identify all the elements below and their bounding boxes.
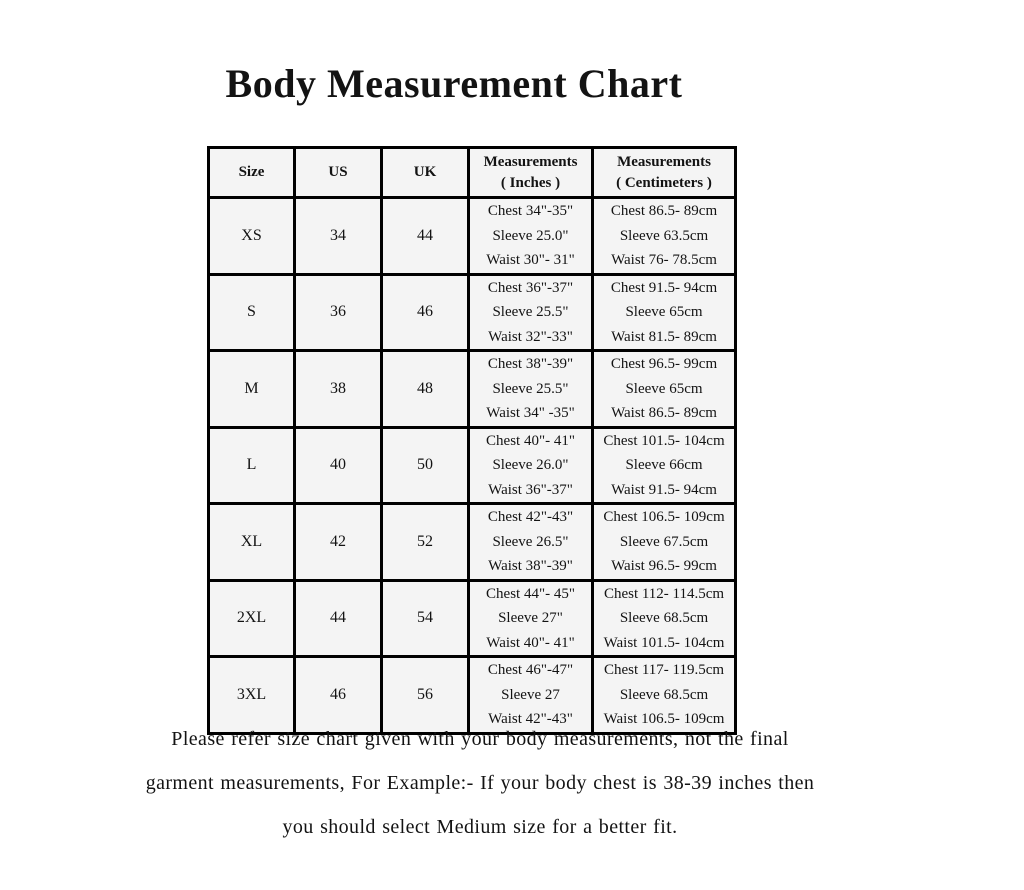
sleeve-cm: Sleeve 65cm [625, 380, 703, 397]
header-size: Size [209, 148, 295, 198]
inches-cell [469, 427, 593, 504]
table-row-2xl [209, 580, 736, 657]
sleeve-cm: Sleeve 67.5cm [619, 533, 709, 550]
cm-cell [593, 504, 736, 581]
uk-cell: 54 [382, 580, 469, 657]
sleeve-cm: Sleeve 63.5cm [619, 227, 709, 244]
inches-cell [469, 351, 593, 428]
size-chart-table [207, 146, 737, 735]
note-line-2: garment measurements, For Example:- If your body chest is 38-39 inches then [145, 772, 815, 794]
waist-inches: Waist 34" -35" [486, 405, 575, 421]
cm-cell [593, 351, 736, 428]
chest-cm: Chest 86.5- 89cm [610, 203, 718, 219]
chest-cm: Chest 117- 119.5cm [603, 662, 725, 678]
header-measurements-cm [593, 148, 736, 198]
sleeve-inches: Sleeve 25.5" [492, 380, 569, 397]
us-cell: 40 [295, 427, 382, 504]
uk-cell: 46 [382, 274, 469, 351]
header-row [209, 148, 736, 198]
uk-cell: 56 [382, 657, 469, 734]
chest-inches: Chest 44"- 45" [486, 585, 575, 602]
size-cell: XL [209, 504, 295, 581]
waist-cm: Waist 76- 78.5cm [611, 252, 717, 268]
table-row-s [209, 274, 736, 351]
waist-cm: Waist 96.5- 99cm [611, 558, 717, 574]
chest-cm: Chest 96.5- 99cm [610, 356, 718, 372]
chest-inches: Chest 34"-35" [487, 203, 574, 219]
sleeve-inches: Sleeve 27 [501, 686, 560, 703]
header-us: US [295, 148, 382, 198]
size-cell: 2XL [209, 580, 295, 657]
cm-cell [593, 198, 736, 275]
header-inches-line2: ( Inches ) [500, 174, 561, 191]
chest-cm: Chest 106.5- 109cm [603, 509, 725, 525]
waist-inches: Waist 42"-43" [488, 711, 573, 727]
size-guidance-note [0, 717, 980, 849]
waist-inches: Waist 32"-33" [488, 328, 573, 345]
table-row-m [209, 351, 736, 428]
header-inches-line1: Measurements [483, 153, 578, 170]
sleeve-cm: Sleeve 66cm [625, 457, 703, 473]
table-row-l [209, 427, 736, 504]
cm-cell [593, 427, 736, 504]
chest-cm: Chest 101.5- 104cm [603, 432, 725, 449]
us-cell: 34 [295, 198, 382, 275]
chest-inches: Chest 46"-47" [487, 662, 574, 678]
size-chart-table-container [207, 146, 735, 727]
sleeve-inches: Sleeve 27" [498, 610, 563, 626]
waist-inches: Waist 40"- 41" [486, 634, 575, 651]
waist-inches: Waist 30"- 31" [486, 252, 575, 268]
uk-cell: 44 [382, 198, 469, 275]
inches-cell [469, 198, 593, 275]
waist-inches: Waist 38"-39" [488, 558, 573, 574]
waist-cm: Waist 101.5- 104cm [603, 634, 725, 651]
inches-cell [469, 580, 593, 657]
uk-cell: 48 [382, 351, 469, 428]
sleeve-inches: Sleeve 25.0" [492, 227, 569, 244]
size-cell: 3XL [209, 657, 295, 734]
us-cell: 42 [295, 504, 382, 581]
sleeve-cm: Sleeve 68.5cm [619, 610, 709, 626]
inches-cell [469, 504, 593, 581]
size-cell: M [209, 351, 295, 428]
table-row-xs [209, 198, 736, 275]
header-measurements-inches [469, 148, 593, 198]
cm-cell [593, 580, 736, 657]
size-cell: XS [209, 198, 295, 275]
note-line-3: you should select Medium size for a better fit. [282, 816, 678, 838]
waist-inches: Waist 36"-37" [488, 481, 573, 498]
chest-cm: Chest 112- 114.5cm [603, 585, 725, 602]
note-line-1: Please refer size chart given with your body measurements, not the final [171, 728, 789, 750]
page-title: Body Measurement Chart [225, 61, 683, 106]
us-cell: 44 [295, 580, 382, 657]
sleeve-cm: Sleeve 68.5cm [619, 686, 709, 703]
size-cell: S [209, 274, 295, 351]
inches-cell [469, 274, 593, 351]
sleeve-inches: Sleeve 26.5" [492, 533, 569, 550]
waist-cm: Waist 91.5- 94cm [611, 481, 717, 498]
waist-cm: Waist 81.5- 89cm [611, 328, 717, 345]
sleeve-inches: Sleeve 25.5" [492, 304, 569, 320]
header-uk: UK [382, 148, 469, 198]
waist-cm: Waist 106.5- 109cm [603, 711, 725, 727]
uk-cell: 50 [382, 427, 469, 504]
cm-cell [593, 274, 736, 351]
chest-inches: Chest 40"- 41" [486, 432, 575, 449]
chest-inches: Chest 36"-37" [487, 279, 574, 296]
header-cm-line2: ( Centimeters ) [616, 174, 712, 191]
chest-inches: Chest 38"-39" [487, 356, 574, 372]
chest-inches: Chest 42"-43" [487, 509, 574, 525]
us-cell: 46 [295, 657, 382, 734]
waist-cm: Waist 86.5- 89cm [611, 405, 717, 421]
sleeve-inches: Sleeve 26.0" [492, 457, 569, 473]
header-cm-line1: Measurements [617, 153, 711, 170]
chest-cm: Chest 91.5- 94cm [610, 279, 718, 296]
us-cell: 38 [295, 351, 382, 428]
table-row-xl [209, 504, 736, 581]
us-cell: 36 [295, 274, 382, 351]
size-cell: L [209, 427, 295, 504]
sleeve-cm: Sleeve 65cm [625, 304, 703, 320]
uk-cell: 52 [382, 504, 469, 581]
